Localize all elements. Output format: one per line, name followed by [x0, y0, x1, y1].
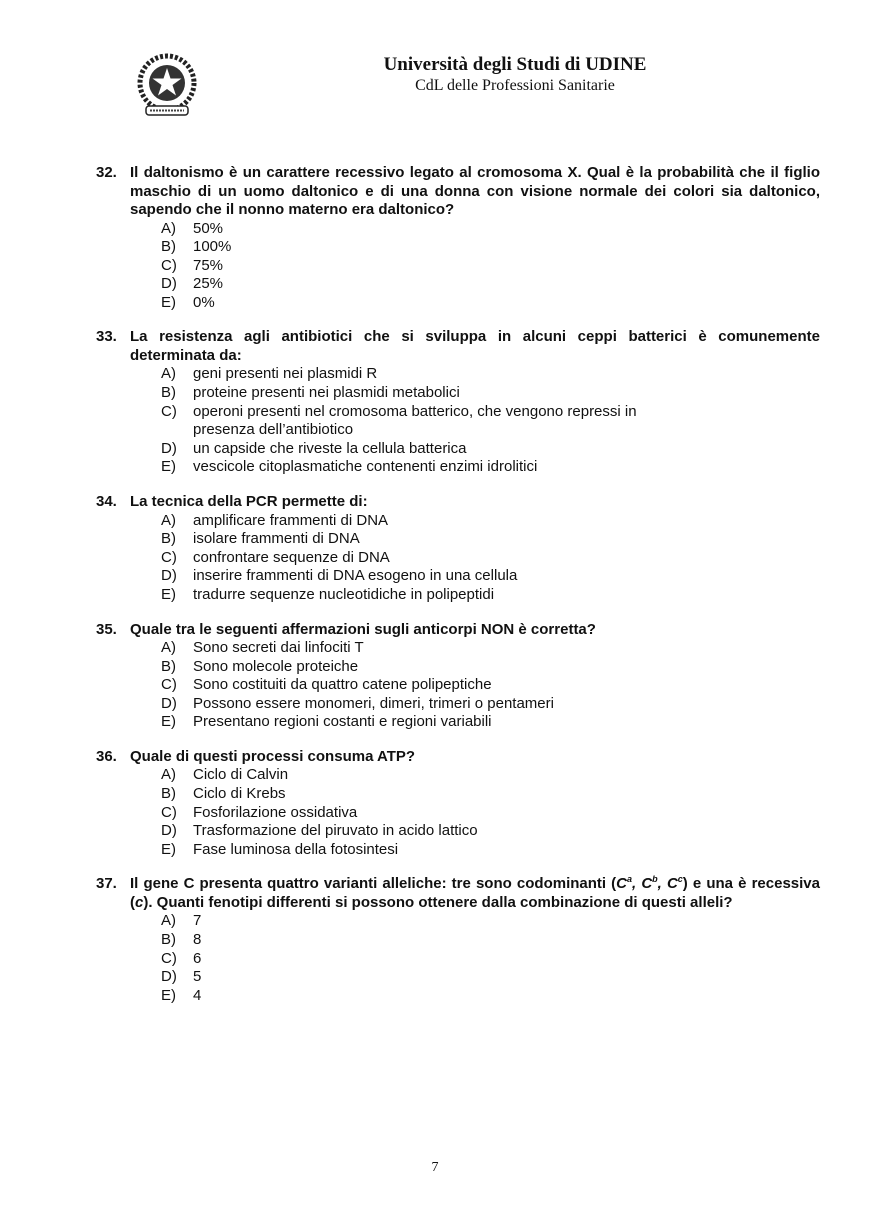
option-text: isolare frammenti di DNA: [193, 530, 360, 548]
question-number: 32.: [96, 164, 117, 181]
question-number: 33.: [96, 328, 117, 346]
option-text: inserire frammenti di DNA esogeno in una cellula: [193, 567, 518, 585]
answer-option: [161, 530, 820, 549]
option-label: A): [161, 511, 176, 529]
answer-option: [161, 549, 820, 568]
answer-options: [96, 220, 820, 313]
allele-symbol: C: [641, 875, 653, 893]
answer-option: [161, 639, 820, 658]
option-text: 25%: [193, 275, 224, 293]
option-label: A): [161, 365, 176, 383]
question-34: [96, 493, 820, 604]
allele-superscript: b: [652, 874, 658, 885]
option-text: vescicole citoplasmatiche contenenti enzimi idrolitici: [193, 458, 538, 476]
option-label: C): [161, 402, 177, 420]
answer-option: [161, 586, 820, 605]
university-name: Università degli Studi di UDINE: [383, 54, 647, 75]
option-label: D): [161, 822, 177, 840]
option-label: B): [161, 530, 176, 548]
option-label: C): [161, 548, 177, 566]
question-number: 36.: [96, 747, 117, 765]
answer-option: [161, 365, 820, 384]
answer-option: [161, 822, 820, 841]
allele-superscript: c: [677, 874, 683, 885]
answer-option: [161, 785, 820, 804]
answer-option: [161, 458, 820, 477]
separator: ,: [632, 875, 642, 893]
answer-option: [161, 220, 820, 239]
option-label: C): [161, 256, 177, 274]
answer-option: [161, 968, 820, 987]
option-label: D): [161, 968, 177, 986]
option-text: Fosforilazione ossidativa: [193, 803, 358, 821]
answer-option: [161, 512, 820, 531]
option-text: 50%: [193, 219, 224, 237]
question-33: [96, 328, 820, 477]
option-text: 75%: [193, 256, 224, 274]
question-list: [96, 164, 820, 1021]
answer-options: [96, 639, 820, 732]
option-text: 5: [193, 968, 202, 986]
option-text: 100%: [193, 238, 232, 256]
recessive-allele-symbol: c: [135, 893, 144, 911]
option-text: amplificare frammenti di DNA: [193, 511, 389, 529]
question-number: 35.: [96, 620, 117, 638]
answer-options: [96, 365, 820, 477]
option-label: E): [161, 986, 176, 1004]
answer-option: [161, 931, 820, 950]
answer-option: [161, 912, 820, 931]
option-text: Fase luminosa della fotosintesi: [193, 840, 399, 858]
course-name: CdL delle Professioni Sanitarie: [415, 77, 615, 94]
option-text: 6: [193, 949, 202, 967]
allele-superscript: a: [627, 874, 633, 885]
answer-options: [96, 512, 820, 605]
option-label: A): [161, 766, 176, 784]
answer-option: [161, 804, 820, 823]
option-text: Ciclo di Calvin: [193, 766, 289, 784]
option-text: proteine presenti nei plasmidi metabolici: [193, 384, 460, 402]
question-text: La tecnica della PCR permette di:: [130, 493, 368, 511]
answer-option: [161, 257, 820, 276]
option-label: E): [161, 840, 176, 858]
answer-option: [161, 676, 820, 695]
option-label: B): [161, 384, 176, 402]
answer-option: [161, 403, 820, 440]
option-label: C): [161, 949, 177, 967]
option-label: D): [161, 275, 177, 293]
answer-option: [161, 987, 820, 1006]
option-label: E): [161, 585, 176, 603]
answer-option: [161, 294, 820, 313]
option-text: Ciclo di Krebs: [193, 785, 286, 803]
question-text-part: ). Quanti fenotipi differenti si possono ottenere dalla combinazione di questi alleli?: [143, 893, 733, 911]
option-label: C): [161, 676, 177, 694]
option-text: un capside che riveste la cellula batterica: [193, 439, 467, 457]
answer-option: [161, 440, 820, 459]
option-label: B): [161, 785, 176, 803]
answer-option: [161, 275, 820, 294]
answer-options: [96, 912, 820, 1005]
option-text: 7: [193, 912, 202, 930]
question-text: Il daltonismo è un carattere recessivo legato al cromosoma X. Qual è la probabilità che il figlio maschio di un uomo daltonico e di una donna con visione normale dei colori sia daltonico, sapendo che il nonno materno era daltonico?: [130, 164, 820, 218]
allele-symbol: C: [666, 875, 678, 893]
question-text: La resistenza agli antibiotici che si sviluppa in alcuni ceppi batterici è comunemente determinata da:: [130, 328, 820, 364]
answer-option: [161, 841, 820, 860]
question-text: [130, 875, 820, 912]
option-label: E): [161, 458, 176, 476]
document-header: [330, 54, 700, 96]
answer-option: [161, 950, 820, 969]
option-label: D): [161, 439, 177, 457]
option-label: B): [161, 657, 176, 675]
answer-options: [96, 766, 820, 859]
option-text: Trasformazione del piruvato in acido lattico: [193, 822, 478, 840]
question-35: [96, 621, 820, 732]
question-32: [96, 164, 820, 312]
option-label: B): [161, 238, 176, 256]
option-label: D): [161, 694, 177, 712]
answer-option: [161, 238, 820, 257]
answer-option: [161, 384, 820, 403]
option-label: E): [161, 293, 176, 311]
option-text: Sono secreti dai linfociti T: [193, 639, 364, 656]
option-label: A): [161, 639, 176, 656]
question-text-part: ) e una è recessiva (: [130, 875, 820, 911]
option-text: 0%: [193, 293, 215, 311]
option-text: Sono molecole proteiche: [193, 657, 359, 675]
option-text: operoni presenti nel cromosoma batterico, che vengono repressi in presenza dell’antibiotico: [193, 402, 637, 439]
option-text: Presentano regioni costanti e regioni variabili: [193, 713, 492, 731]
option-text: geni presenti nei plasmidi R: [193, 365, 378, 383]
question-37: [96, 875, 820, 1005]
question-text: Quale di questi processi consuma ATP?: [130, 747, 416, 765]
option-text: tradurre sequenze nucleotidiche in polipeptidi: [193, 585, 495, 603]
answer-option: [161, 766, 820, 785]
option-text: Sono costituiti da quattro catene polipeptiche: [193, 676, 492, 694]
answer-option: [161, 713, 820, 732]
option-label: A): [161, 912, 176, 930]
answer-option: [161, 658, 820, 677]
page-number: 7: [431, 1160, 439, 1175]
option-text: 4: [193, 986, 202, 1004]
question-text: Quale tra le seguenti affermazioni sugli anticorpi NON è corretta?: [130, 620, 596, 638]
question-text-part: Il gene C presenta quattro varianti alleliche: tre sono codominanti (: [130, 875, 617, 893]
option-label: A): [161, 219, 176, 237]
italian-republic-emblem-icon: [134, 50, 200, 120]
answer-option: [161, 567, 820, 586]
option-text: confrontare sequenze di DNA: [193, 548, 390, 566]
question-number: 37.: [96, 875, 117, 893]
separator: ,: [657, 875, 667, 893]
option-label: E): [161, 713, 176, 731]
option-label: C): [161, 803, 177, 821]
allele-symbol: C: [616, 875, 628, 893]
option-label: D): [161, 567, 177, 585]
question-number: 34.: [96, 493, 117, 511]
option-text: 8: [193, 931, 202, 949]
option-label: B): [161, 931, 176, 949]
answer-option: [161, 695, 820, 714]
option-text: Possono essere monomeri, dimeri, trimeri o pentameri: [193, 694, 554, 712]
question-36: [96, 748, 820, 859]
